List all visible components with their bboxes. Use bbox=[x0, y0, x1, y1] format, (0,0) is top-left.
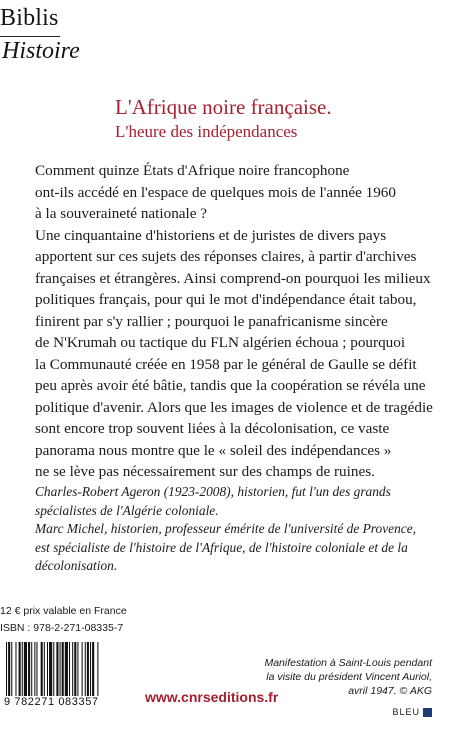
series-logo bbox=[0, 0, 110, 80]
blurb-line: ne se lève pas nécessairement sur des champs de ruines. bbox=[35, 463, 375, 480]
barcode bbox=[4, 642, 134, 707]
series-brand: Biblis bbox=[0, 5, 59, 31]
caption-line: avril 1947. © AKG bbox=[348, 685, 432, 697]
imprint-mark bbox=[392, 707, 432, 717]
author-line: spécialistes de l'Algérie coloniale. bbox=[35, 502, 219, 518]
imprint-label: BLEU bbox=[392, 707, 420, 717]
author-bios bbox=[35, 483, 430, 576]
series-collection: Histoire bbox=[2, 38, 80, 64]
blurb-line: politiques français, pour qui le mot d'indépendance était tabou, bbox=[35, 291, 417, 308]
author-line: Marc Michel, historien, professeur émérite de l'université de Provence, bbox=[35, 521, 417, 536]
series-rule bbox=[0, 36, 60, 37]
isbn-text: ISBN : 978-2-271-08335-7 bbox=[0, 622, 124, 634]
publisher-website[interactable]: www.cnrseditions.fr bbox=[145, 689, 279, 705]
blurb-line: à la souveraineté nationale ? bbox=[35, 205, 208, 222]
book-title: L'Afrique noire française. bbox=[115, 95, 332, 119]
blurb-line: Une cinquantaine d'historiens et de juristes de divers pays bbox=[35, 226, 387, 244]
barcode-bars bbox=[4, 642, 134, 699]
cover-photo-caption bbox=[212, 656, 432, 698]
blurb-line: politique d'avenir. Alors que les images de violence et de tragédie bbox=[35, 398, 433, 416]
book-subtitle: L'heure des indépendances bbox=[115, 122, 298, 141]
caption-line: Manifestation à Saint-Louis pendant bbox=[264, 657, 432, 669]
price-text: 12 € prix valable en France bbox=[0, 605, 127, 617]
blurb bbox=[35, 160, 433, 483]
blurb-line: la Communauté créée en 1958 par le général de Gaulle se défit bbox=[35, 355, 417, 373]
blurb-line: Comment quinze États d'Afrique noire francophone bbox=[35, 162, 350, 179]
blurb-line: de N'Krumah ou tactique du FLN algérien échoua ; pourquoi bbox=[35, 334, 406, 351]
blurb-line: sont encore trop souvent liées à la décolonisation, ce vaste bbox=[35, 420, 390, 437]
blurb-line: finirent par s'y rallier ; pourquoi le panafricanisme sincère bbox=[35, 312, 388, 330]
blurb-line: ont-ils accédé en l'espace de quelques mois de l'année 1960 bbox=[35, 183, 396, 201]
blurb-line: apportent sur ces sujets des réponses claires, à partir d'archives bbox=[35, 248, 417, 265]
author-line: Charles-Robert Ageron (1923-2008), historien, fut l'un des grands bbox=[35, 484, 391, 499]
imprint-badge-icon bbox=[423, 708, 432, 717]
blurb-line: panorama nous montre que le « soleil des indépendances » bbox=[35, 441, 392, 459]
price-info bbox=[0, 603, 127, 637]
author-line: décolonisation. bbox=[35, 558, 118, 573]
barcode-number: 9 782271 083357 bbox=[4, 696, 134, 707]
blurb-line: françaises et étrangères. Ainsi comprend-on pourquoi les milieux bbox=[35, 269, 431, 287]
author-line: est spécialiste de l'histoire de l'Afrique, de l'histoire coloniale et de la bbox=[35, 539, 408, 555]
blurb-line: peu après avoir été bâtie, tandis que la coopération se révéla une bbox=[35, 377, 426, 394]
title-block bbox=[115, 95, 435, 143]
caption-line: la visite du président Vincent Auriol, bbox=[266, 671, 432, 683]
